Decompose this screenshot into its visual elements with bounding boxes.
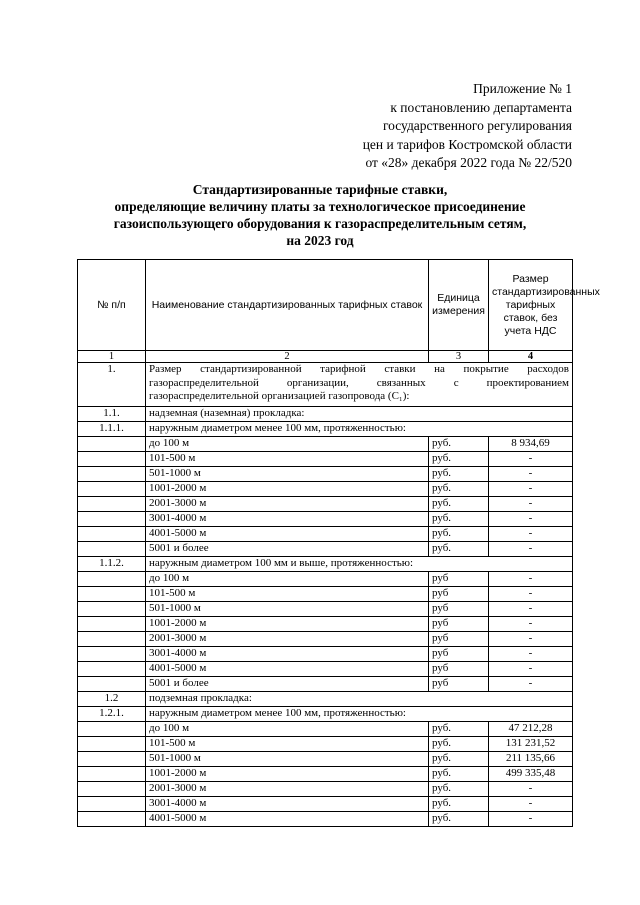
- item-unit: руб.: [429, 437, 489, 452]
- table-row: [78, 677, 573, 692]
- item-value: 8 934,69: [489, 437, 573, 452]
- row-number: 1.1.2.: [78, 557, 146, 572]
- item-value: -: [489, 677, 573, 692]
- table-row: [78, 542, 573, 557]
- row-number-empty: [78, 437, 146, 452]
- item-name: до 100 м: [146, 722, 429, 737]
- item-value: -: [489, 497, 573, 512]
- row-number-empty: [78, 482, 146, 497]
- colnum-2: 2: [146, 351, 429, 363]
- row-description: Размер стандартизированной тарифной ставки на покрытие расходов газораспределительной организации, связанных с проектированием газораспределительной организацией газопровода (С₁):: [146, 363, 573, 407]
- table-row: [78, 572, 573, 587]
- item-value: -: [489, 452, 573, 467]
- item-name: 3001-4000 м: [146, 512, 429, 527]
- row-number: 1.2: [78, 692, 146, 707]
- table-row: [78, 797, 573, 812]
- row-number-empty: [78, 767, 146, 782]
- item-name: до 100 м: [146, 437, 429, 452]
- table-row: [78, 722, 573, 737]
- item-name: 101-500 м: [146, 587, 429, 602]
- item-name: 4001-5000 м: [146, 812, 429, 827]
- table-row: [78, 692, 573, 707]
- row-number-empty: [78, 647, 146, 662]
- row-number: 1.1.1.: [78, 422, 146, 437]
- row-number-empty: [78, 812, 146, 827]
- table-row: [78, 407, 573, 422]
- row-number-empty: [78, 542, 146, 557]
- table-row: [78, 782, 573, 797]
- table-row: [78, 707, 573, 722]
- item-unit: руб.: [429, 722, 489, 737]
- table-body: [78, 363, 573, 827]
- item-unit: руб.: [429, 467, 489, 482]
- header-name: Наименование стандартизированных тарифных ставок: [146, 260, 429, 351]
- item-unit: руб: [429, 587, 489, 602]
- table-row: [78, 617, 573, 632]
- item-unit: руб.: [429, 797, 489, 812]
- column-number-row: [78, 351, 573, 363]
- header-line-4: цен и тарифов Костромской области: [362, 136, 572, 152]
- table-row: [78, 363, 573, 407]
- item-unit: руб.: [429, 737, 489, 752]
- row-number: 1.1.: [78, 407, 146, 422]
- header-size: Размер стандартизированных тарифных ставок, без учета НДС: [489, 260, 573, 351]
- colnum-3: 3: [429, 351, 489, 363]
- table-row: [78, 812, 573, 827]
- item-value: 211 135,66: [489, 752, 573, 767]
- item-value: -: [489, 482, 573, 497]
- section-label: наружным диаметром менее 100 мм, протяженностью:: [146, 707, 573, 722]
- item-unit: руб.: [429, 767, 489, 782]
- row-number-empty: [78, 452, 146, 467]
- row-number-empty: [78, 737, 146, 752]
- item-name: до 100 м: [146, 572, 429, 587]
- colnum-4: 4: [489, 351, 573, 363]
- header-line-3: государственного регулирования: [382, 118, 572, 133]
- table-row: [78, 467, 573, 482]
- item-name: 501-1000 м: [146, 467, 429, 482]
- row-number-empty: [78, 497, 146, 512]
- item-value: -: [489, 647, 573, 662]
- item-value: -: [489, 782, 573, 797]
- table-row: [78, 632, 573, 647]
- item-value: -: [489, 662, 573, 677]
- table-row: [78, 422, 573, 437]
- item-value: -: [489, 797, 573, 812]
- row-number: 1.2.1.: [78, 707, 146, 722]
- item-name: 1001-2000 м: [146, 617, 429, 632]
- tariff-table: [77, 259, 600, 827]
- table-row: [78, 437, 573, 452]
- item-name: 5001 и более: [146, 542, 429, 557]
- item-value: 499 335,48: [489, 767, 573, 782]
- row-number-empty: [78, 512, 146, 527]
- item-name: 1001-2000 м: [146, 767, 429, 782]
- row-number-empty: [78, 797, 146, 812]
- item-value: -: [489, 527, 573, 542]
- row-number-empty: [78, 677, 146, 692]
- row-number-empty: [78, 782, 146, 797]
- row-number-empty: [78, 467, 146, 482]
- item-unit: руб: [429, 617, 489, 632]
- item-name: 2001-3000 м: [146, 497, 429, 512]
- row-number-empty: [78, 662, 146, 677]
- item-unit: руб.: [429, 782, 489, 797]
- section-label: надземная (наземная) прокладка:: [146, 407, 573, 422]
- table-row: [78, 512, 573, 527]
- table-row: [78, 737, 573, 752]
- item-name: 501-1000 м: [146, 602, 429, 617]
- item-name: 3001-4000 м: [146, 797, 429, 812]
- item-value: 47 212,28: [489, 722, 573, 737]
- item-unit: руб.: [429, 752, 489, 767]
- table-row: [78, 527, 573, 542]
- header-line-1: Приложение № 1: [473, 81, 572, 96]
- item-name: 4001-5000 м: [146, 527, 429, 542]
- item-name: 4001-5000 м: [146, 662, 429, 677]
- table-row: [78, 497, 573, 512]
- item-name: 101-500 м: [146, 452, 429, 467]
- item-value: -: [489, 632, 573, 647]
- table-row: [78, 587, 573, 602]
- row-number-empty: [78, 602, 146, 617]
- item-unit: руб: [429, 647, 489, 662]
- title-line-1: Стандартизированные тарифные ставки,: [192, 182, 448, 197]
- section-label: наружным диаметром менее 100 мм, протяженностью:: [146, 422, 573, 437]
- item-value: -: [489, 812, 573, 827]
- item-name: 101-500 м: [146, 737, 429, 752]
- row-number-empty: [78, 587, 146, 602]
- item-name: 2001-3000 м: [146, 782, 429, 797]
- item-unit: руб.: [429, 482, 489, 497]
- item-unit: руб: [429, 632, 489, 647]
- item-value: 131 231,52: [489, 737, 573, 752]
- row-number-empty: [78, 527, 146, 542]
- item-name: 5001 и более: [146, 677, 429, 692]
- item-value: -: [489, 602, 573, 617]
- item-value: -: [489, 512, 573, 527]
- table-row: [78, 602, 573, 617]
- title-line-2: определяющие величину платы за технологическое присоединение: [114, 199, 526, 214]
- item-value: -: [489, 467, 573, 482]
- item-unit: руб: [429, 662, 489, 677]
- colnum-1: 1: [78, 351, 146, 363]
- table-header-row: [78, 260, 573, 351]
- header-unit: Единица измерения: [429, 260, 489, 351]
- item-name: 3001-4000 м: [146, 647, 429, 662]
- header-line-2: к постановлению департамента: [390, 99, 572, 115]
- item-unit: руб.: [429, 452, 489, 467]
- table-row: [78, 647, 573, 662]
- row-number-empty: [78, 752, 146, 767]
- row-number-empty: [78, 722, 146, 737]
- item-unit: руб.: [429, 512, 489, 527]
- table-row: [78, 482, 573, 497]
- item-unit: руб.: [429, 542, 489, 557]
- item-name: 1001-2000 м: [146, 482, 429, 497]
- item-value: -: [489, 587, 573, 602]
- header-num: № п/п: [78, 260, 146, 351]
- row-number-empty: [78, 572, 146, 587]
- item-name: 501-1000 м: [146, 752, 429, 767]
- item-unit: руб.: [429, 527, 489, 542]
- row-number: 1.: [78, 363, 146, 407]
- title-line-3: газоиспользующего оборудования к газораспределительным сетям,: [113, 216, 527, 231]
- item-unit: руб: [429, 677, 489, 692]
- title-line-4: на 2023 год: [286, 233, 354, 248]
- table-row: [78, 662, 573, 677]
- row-number-empty: [78, 617, 146, 632]
- table-row: [78, 752, 573, 767]
- item-unit: руб.: [429, 497, 489, 512]
- row-number-empty: [78, 632, 146, 647]
- item-unit: руб: [429, 572, 489, 587]
- item-value: -: [489, 542, 573, 557]
- item-name: 2001-3000 м: [146, 632, 429, 647]
- item-unit: руб: [429, 602, 489, 617]
- appendix-header: [300, 80, 572, 173]
- table-row: [78, 767, 573, 782]
- table-row: [78, 452, 573, 467]
- section-label: подземная прокладка:: [146, 692, 573, 707]
- table-row: [78, 557, 573, 572]
- item-value: -: [489, 572, 573, 587]
- item-unit: руб.: [429, 812, 489, 827]
- item-value: -: [489, 617, 573, 632]
- section-label: наружным диаметром 100 мм и выше, протяженностью:: [146, 557, 573, 572]
- header-line-5: от «28» декабря 2022 года № 22/520: [365, 155, 572, 170]
- document-title: [70, 181, 570, 249]
